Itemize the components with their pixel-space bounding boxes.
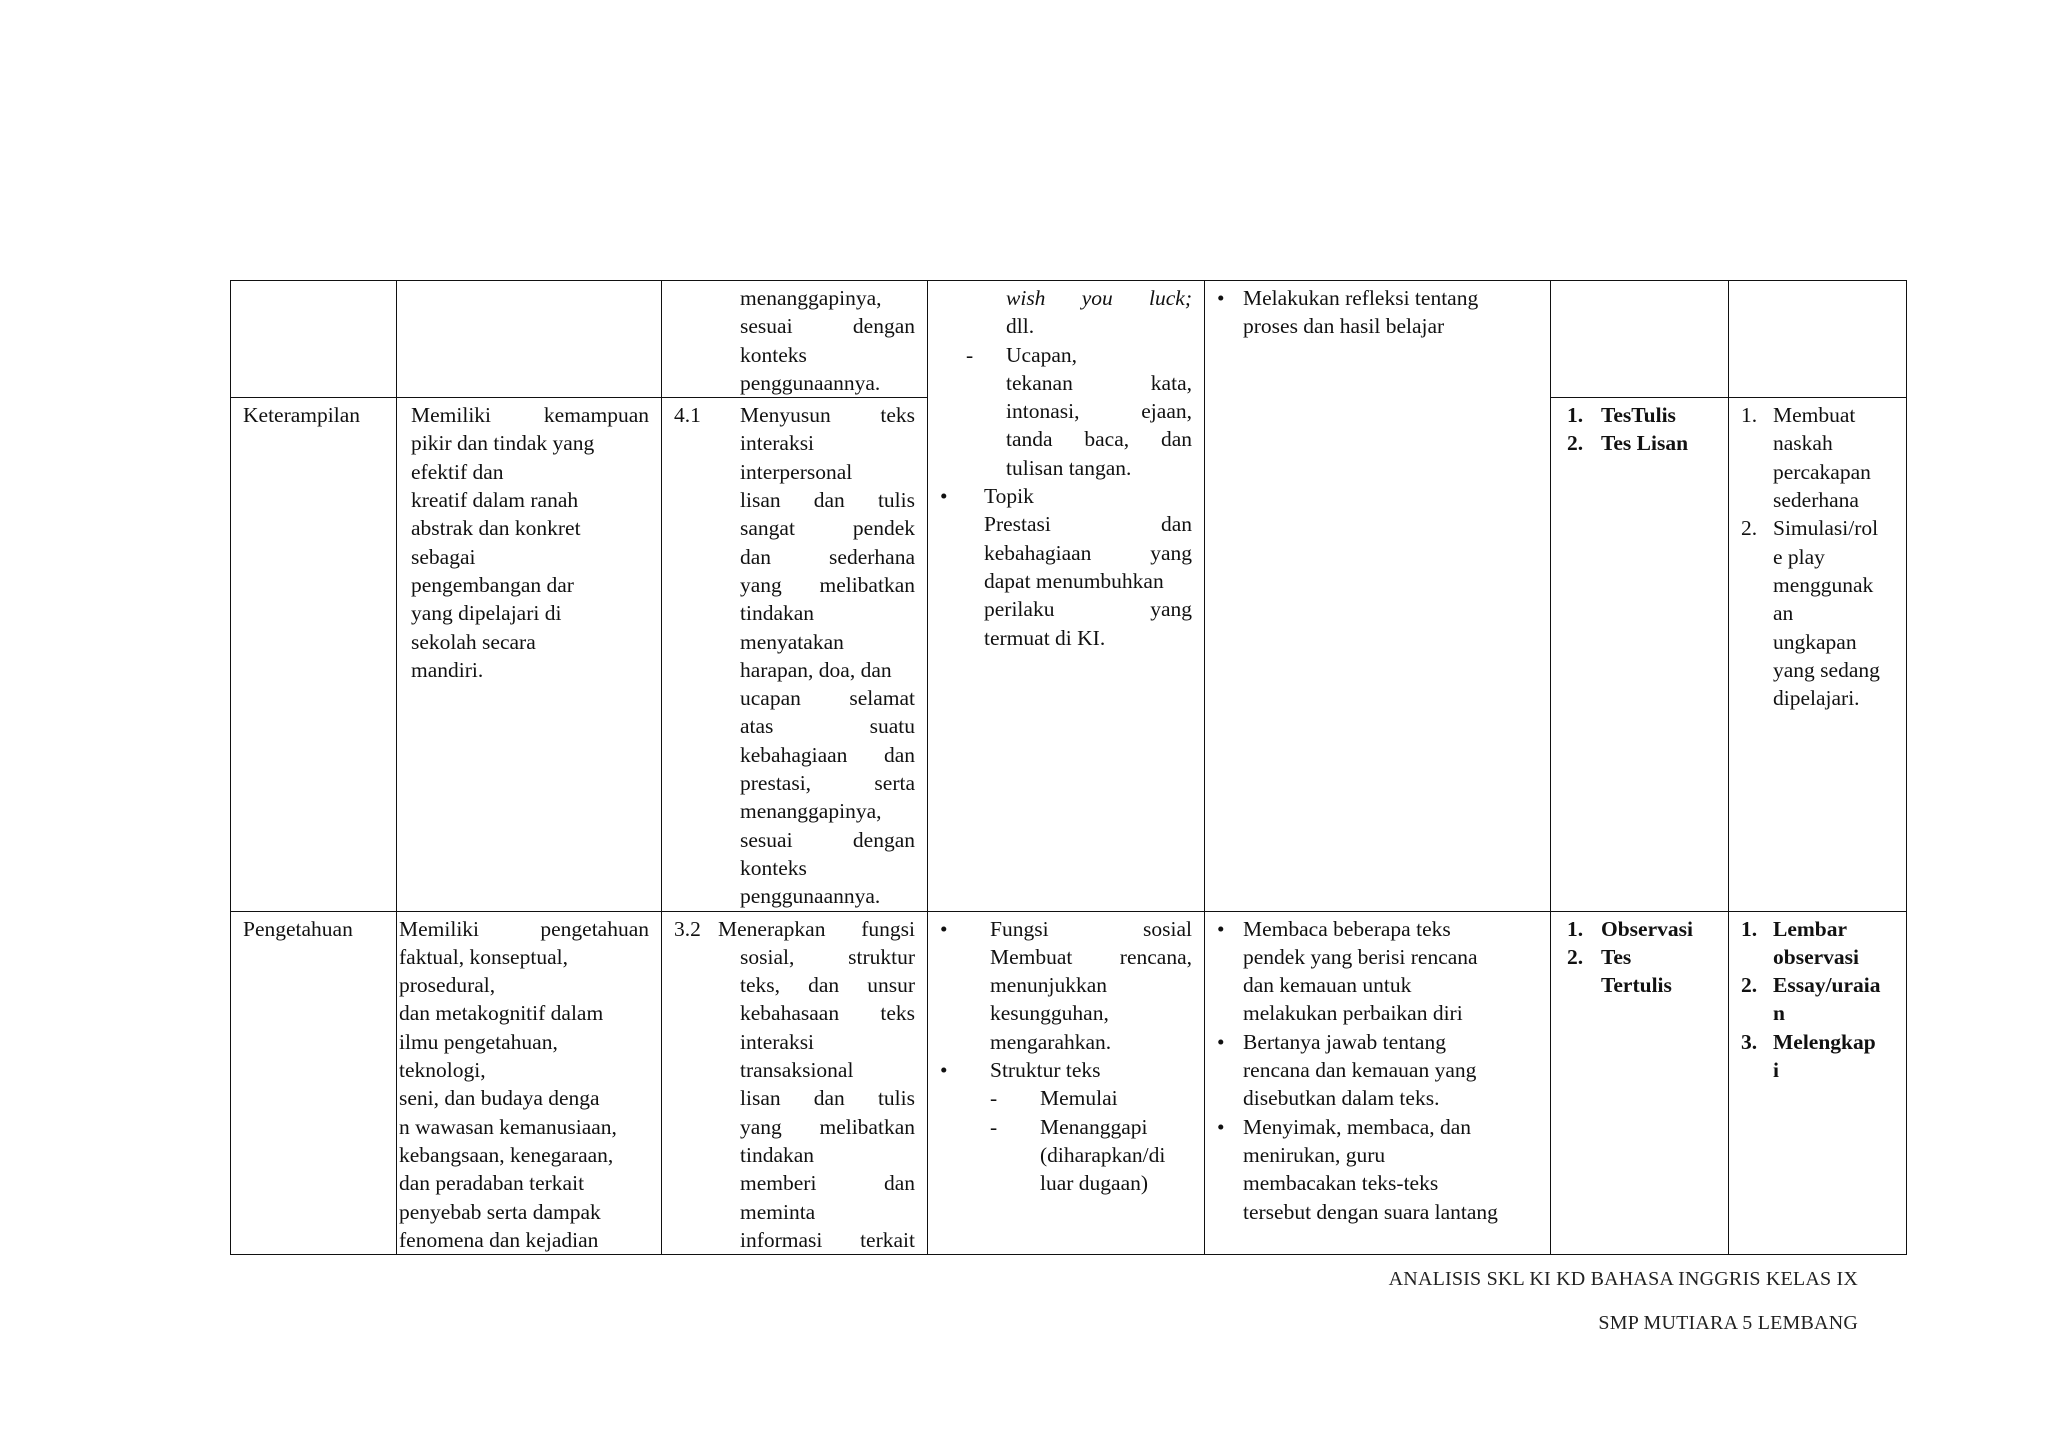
materi-dash-line: tekanan kata, xyxy=(1006,370,1192,395)
kd-line: sangat pendek xyxy=(740,516,915,541)
list-item xyxy=(1741,514,1894,712)
instrumen-list xyxy=(1741,401,1894,712)
ki-line: dan metakognitif dalam xyxy=(399,1001,604,1026)
instrumen-line: dipelajari. xyxy=(1773,686,1860,711)
kegiatan-line: proses dan hasil belajar xyxy=(1243,314,1445,339)
kd-line: interpersonal xyxy=(740,459,853,484)
bullet-icon: • xyxy=(1217,1114,1225,1139)
topik-line: dapat menumbuhkan xyxy=(984,568,1164,593)
kd-line: informasi terkait xyxy=(740,1227,915,1252)
instrumen-line: an xyxy=(1773,601,1794,626)
cell-ki-keterampilan xyxy=(397,398,662,911)
kd-line: menanggapinya, xyxy=(740,286,882,310)
ki-line: dan peradaban terkait xyxy=(399,1171,585,1196)
materi-dash-line: Menanggapi xyxy=(1040,1114,1148,1139)
kd-line: Menerapkan fungsi xyxy=(718,916,915,941)
dash-marker: - xyxy=(966,342,974,367)
materi-dash-line: tulisan tangan. xyxy=(1006,455,1132,480)
teknik-number: 2. xyxy=(1567,431,1584,456)
cell-aspek-pengetahuan xyxy=(231,911,397,1255)
ki-line: sebagai xyxy=(411,544,476,569)
ki-line: kebangsaan, kenegaraan, xyxy=(399,1142,614,1167)
ki-line: Memiliki kemampuan xyxy=(411,403,649,428)
cell-kd-pengetahuan xyxy=(662,911,928,1255)
teknik-item: Tes Lisan xyxy=(1601,431,1689,456)
instrumen-line: ungkapan xyxy=(1773,629,1857,654)
instrumen-line: Membuat xyxy=(1773,403,1856,428)
ki-line: ilmu pengetahuan, xyxy=(399,1029,558,1054)
kd-line: konteks xyxy=(740,342,807,367)
ki-line: teknologi, xyxy=(399,1058,486,1083)
table-row-pengetahuan xyxy=(231,911,1907,1255)
cell-instrumen-keterampilan xyxy=(1729,398,1907,911)
instrumen-line: Lembar xyxy=(1773,916,1848,941)
materi-line: menunjukkan xyxy=(990,973,1108,998)
ki-line: seni, dan budaya denga xyxy=(399,1086,600,1111)
materi-dash-line: luar dugaan) xyxy=(1040,1171,1149,1196)
cell-teknik-pengetahuan xyxy=(1551,911,1729,1255)
kd-line: kebahasaan teks xyxy=(740,1001,915,1026)
kd-line: prestasi, serta xyxy=(740,771,915,796)
kd-line: yang melibatkan xyxy=(740,1114,915,1139)
materi-fungsi-label: Fungsi sosial xyxy=(990,916,1192,941)
topik-line: termuat di KI. xyxy=(984,625,1106,650)
table-row-continuation xyxy=(231,281,1907,398)
kd-line: dan sederhana xyxy=(740,544,915,569)
kd-line: sesuai dengan xyxy=(740,314,915,339)
instrumen-number: 2. xyxy=(1741,973,1758,998)
kd-number: 3.2 xyxy=(674,916,701,941)
bullet-icon: • xyxy=(1217,286,1225,310)
kd-line: tindakan xyxy=(740,601,815,626)
cell-ki-pengetahuan xyxy=(397,911,662,1255)
ki-line: pengembangan dar xyxy=(411,572,574,597)
instrumen-line: n xyxy=(1773,1001,1785,1026)
ki-line: Memiliki pengetahuan xyxy=(399,916,649,941)
kegiatan-line: disebutkan dalam teks. xyxy=(1243,1086,1440,1111)
instrumen-number: 1. xyxy=(1741,916,1758,941)
cell-instrumen-empty xyxy=(1729,281,1907,398)
materi-dash-line: (diharapkan/di xyxy=(1040,1142,1166,1167)
cell-aspek-empty xyxy=(231,281,397,398)
kegiatan-line: tersebut dengan suara lantang xyxy=(1243,1199,1498,1224)
kegiatan-line: Menyimak, membaca, dan xyxy=(1243,1114,1472,1139)
ki-line: sekolah secara xyxy=(411,629,536,654)
materi-line: kesungguhan, xyxy=(990,1001,1109,1026)
kd-line: harapan, doa, dan xyxy=(740,657,892,682)
ki-line: fenomena dan kejadian xyxy=(399,1227,599,1252)
instrumen-line: sederhana xyxy=(1773,488,1859,513)
instrumen-line: Melengkap xyxy=(1773,1029,1876,1054)
instrumen-line: Simulasi/rol xyxy=(1773,516,1879,541)
materi-dash-line: Ucapan, xyxy=(1006,342,1078,367)
kd-line: memberi dan xyxy=(740,1171,915,1196)
instrumen-number: 1. xyxy=(1741,403,1758,428)
cell-kd-keterampilan xyxy=(662,398,928,911)
kd-line: lisan dan tulis xyxy=(740,1086,915,1111)
ki-line: efektif dan xyxy=(411,459,504,484)
kd-number: 4.1 xyxy=(674,403,701,428)
instrumen-line: menggunak xyxy=(1773,572,1874,597)
aspek-label: Keterampilan xyxy=(243,403,361,428)
bullet-icon: • xyxy=(1217,916,1225,941)
instrumen-line: percakapan xyxy=(1773,459,1871,484)
kegiatan-line: menirukan, guru xyxy=(1243,1142,1386,1167)
analysis-table xyxy=(230,280,1907,1255)
ki-line: yang dipelajari di xyxy=(411,601,562,626)
kd-line: interaksi xyxy=(740,1029,815,1054)
teknik-item: Tes xyxy=(1601,944,1632,969)
instrumen-number: 3. xyxy=(1741,1029,1758,1054)
bullet-icon: • xyxy=(940,1058,948,1083)
kegiatan-line: pendek yang berisi rencana xyxy=(1243,944,1478,969)
kegiatan-line: Membaca beberapa teks xyxy=(1243,916,1451,941)
bullet-icon: • xyxy=(940,916,948,941)
instrumen-line: observasi xyxy=(1773,944,1859,969)
materi-line: wish you luck; xyxy=(1006,286,1192,310)
kd-line: penggunaannya. xyxy=(740,370,881,395)
cell-aspek-keterampilan xyxy=(231,398,397,911)
ki-line: kreatif dalam ranah xyxy=(411,488,579,513)
instrumen-line: naskah xyxy=(1773,431,1833,456)
cell-instrumen-pengetahuan xyxy=(1729,911,1907,1255)
kd-line: transaksional xyxy=(740,1058,854,1083)
kd-line: sesuai dengan xyxy=(740,827,915,852)
footer-school: SMP MUTIARA 5 LEMBANG xyxy=(1598,1312,1858,1334)
ki-line: prosedural, xyxy=(399,973,496,998)
kegiatan-line: Melakukan refleksi tentang xyxy=(1243,286,1479,310)
topik-label: Topik xyxy=(984,484,1034,509)
cell-teknik-empty xyxy=(1551,281,1729,398)
kegiatan-line: melakukan perbaikan diri xyxy=(1243,1001,1463,1026)
kd-line: menanggapinya, xyxy=(740,799,882,824)
cell-teknik-keterampilan xyxy=(1551,398,1729,911)
kegiatan-line: dan kemauan untuk xyxy=(1243,973,1412,998)
list-item xyxy=(1741,401,1894,514)
teknik-item: Observasi xyxy=(1601,916,1693,941)
topik-line: kebahagiaan yang xyxy=(984,540,1192,565)
instrumen-number: 2. xyxy=(1741,516,1758,541)
kd-line: Menyusun teks xyxy=(740,403,915,428)
cell-kegiatan-top xyxy=(1205,281,1551,912)
bullet-icon: • xyxy=(940,484,948,509)
teknik-item: Tertulis xyxy=(1601,973,1672,998)
footer-title: ANALISIS SKL KI KD BAHASA INGGRIS KELAS IX xyxy=(1388,1268,1858,1290)
kegiatan-line: membacakan teks-teks xyxy=(1243,1171,1439,1196)
kd-line: ucapan selamat xyxy=(740,686,915,711)
ki-line: faktual, konseptual, xyxy=(399,944,568,969)
materi-line: mengarahkan. xyxy=(990,1029,1112,1054)
kd-line: kebahagiaan dan xyxy=(740,742,915,767)
cell-kegiatan-pengetahuan xyxy=(1205,911,1551,1255)
kd-line: sosial, struktur xyxy=(740,944,915,969)
kd-line: atas suatu xyxy=(740,714,915,739)
instrumen-line: Essay/uraia xyxy=(1773,973,1881,998)
materi-struktur-label: Struktur teks xyxy=(990,1058,1101,1083)
topik-line: perilaku yang xyxy=(984,597,1192,622)
materi-dash-line: tanda baca, dan xyxy=(1006,427,1192,452)
kd-line: teks, dan unsur xyxy=(740,973,915,998)
kd-line: meminta xyxy=(740,1199,816,1224)
kd-line: lisan dan tulis xyxy=(740,488,915,513)
ki-line: pikir dan tindak yang xyxy=(411,431,595,456)
kd-line: menyatakan xyxy=(740,629,844,654)
ki-line: n wawasan kemanusiaan, xyxy=(399,1114,617,1139)
instrumen-line: yang sedang xyxy=(1773,657,1880,682)
ki-line: mandiri. xyxy=(411,657,484,682)
teknik-number: 2. xyxy=(1567,944,1584,969)
materi-line: Membuat rencana, xyxy=(990,944,1192,969)
kegiatan-line: rencana dan kemauan yang xyxy=(1243,1058,1477,1083)
cell-kd-continuation xyxy=(662,281,928,398)
cell-materi-top xyxy=(928,281,1205,912)
topik-line: Prestasi dan xyxy=(984,512,1192,537)
teknik-number: 1. xyxy=(1567,916,1584,941)
kd-line: penggunaannya. xyxy=(740,884,881,909)
kegiatan-line: Bertanya jawab tentang xyxy=(1243,1029,1446,1054)
bullet-icon: • xyxy=(1217,1029,1225,1054)
kd-line: yang melibatkan xyxy=(740,572,915,597)
dash-marker: - xyxy=(990,1114,998,1139)
materi-dash-line: Memulai xyxy=(1040,1086,1118,1111)
kd-line: tindakan xyxy=(740,1142,815,1167)
instrumen-line: i xyxy=(1773,1058,1779,1083)
dash-marker: - xyxy=(990,1086,998,1111)
ki-line: penyebab serta dampak xyxy=(399,1199,601,1224)
aspek-label: Pengetahuan xyxy=(243,916,353,941)
kd-line: interaksi xyxy=(740,431,815,456)
materi-dash-line: intonasi, ejaan, xyxy=(1006,399,1192,424)
materi-line: dll. xyxy=(1006,314,1035,339)
teknik-item: TesTulis xyxy=(1601,403,1676,428)
cell-materi-pengetahuan xyxy=(928,911,1205,1255)
kd-line: konteks xyxy=(740,855,807,880)
ki-line: abstrak dan konkret xyxy=(411,516,581,541)
teknik-number: 1. xyxy=(1567,403,1584,428)
cell-ki-empty xyxy=(397,281,662,398)
instrumen-line: e play xyxy=(1773,544,1825,569)
